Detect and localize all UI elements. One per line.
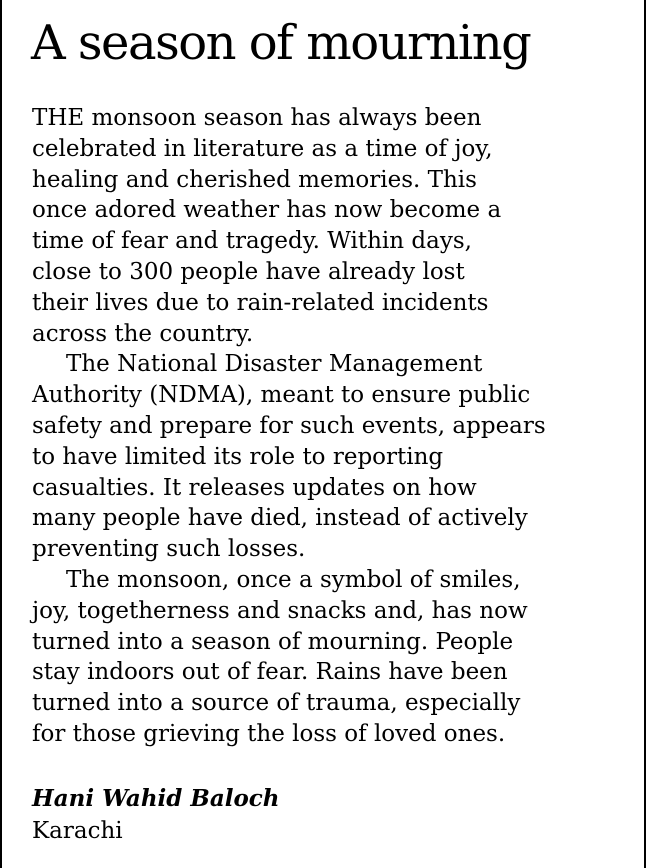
text-line: once adored weather has now become a	[32, 197, 502, 224]
text-line: many people have died, instead of actively	[32, 505, 528, 532]
text-line: for those grieving the loss of loved ones.	[32, 720, 506, 747]
paragraph	[32, 565, 632, 750]
text-line: time of fear and tragedy. Within days,	[32, 228, 472, 255]
text-line: stay indoors out of fear. Rains have been	[32, 659, 508, 686]
signature-block	[32, 783, 280, 847]
text-line: casualties. It releases updates on how	[32, 474, 477, 501]
letter-title: A season of mourning	[31, 15, 531, 71]
text-line: celebrated in literature as a time of joy,	[32, 135, 493, 162]
text-line: turned into a source of trauma, especially	[32, 690, 521, 717]
text-line: across the country.	[32, 320, 254, 347]
text-line: Authority (NDMA), meant to ensure public	[32, 382, 531, 409]
text-line: The monsoon, once a symbol of smiles,	[66, 566, 521, 593]
text-line: healing and cherished memories. This	[32, 166, 477, 193]
text-line: to have limited its role to reporting	[32, 443, 444, 470]
text-line: The National Disaster Management	[66, 351, 483, 378]
text-line: their lives due to rain-related incidents	[32, 289, 489, 316]
text-line: turned into a season of mourning. People	[32, 628, 514, 655]
text-line: preventing such losses.	[32, 536, 306, 563]
text-line: THE monsoon season has always been	[32, 105, 482, 131]
paragraph	[32, 103, 632, 349]
author-city: Karachi	[32, 818, 123, 844]
paragraph	[32, 349, 632, 565]
text-line: close to 300 people have already lost	[32, 258, 465, 285]
letter-body	[32, 103, 632, 750]
text-line: safety and prepare for such events, appears	[32, 412, 546, 439]
text-line: joy, togetherness and snacks and, has now	[32, 597, 528, 624]
author-name: Hani Wahid Baloch	[32, 785, 280, 812]
